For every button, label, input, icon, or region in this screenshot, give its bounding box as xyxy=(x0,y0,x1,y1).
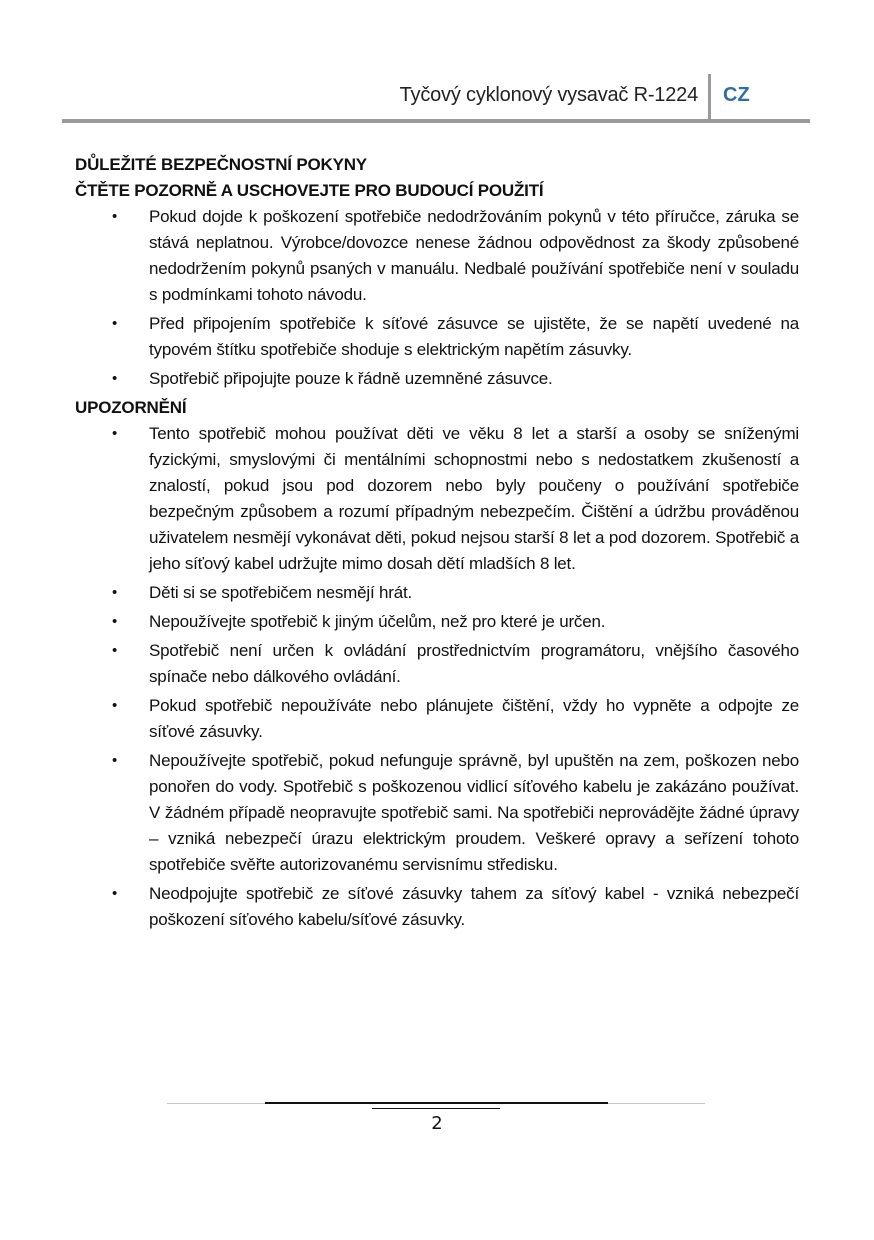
list-item xyxy=(75,638,799,690)
bullet-icon: • xyxy=(112,642,118,659)
footer-rule xyxy=(372,1108,500,1109)
page-content xyxy=(75,152,799,936)
bullet-icon: • xyxy=(112,315,118,332)
list-item xyxy=(75,693,799,745)
bullet-icon: • xyxy=(112,370,118,387)
bullet-icon: • xyxy=(112,208,118,225)
bullet-icon: • xyxy=(112,425,118,442)
list-item-text: Před připojením spotřebiče k síťové zásuvce se ujistěte, že se napětí uvedené na typovém štítku spotřebiče shoduje s elektrickým napětím zásuvky. xyxy=(149,314,799,359)
list-item xyxy=(75,204,799,308)
header-title: Tyčový cyklonový vysavač R-1224 xyxy=(399,84,698,106)
safety-subheading: ČTĚTE POZORNĚ A USCHOVEJTE PRO BUDOUCÍ POUŽITÍ xyxy=(75,181,544,200)
list-item-text: Spotřebič není určen k ovládání prostřednictvím programátoru, vnějšího časového spínače nebo dálkového ovládání. xyxy=(149,641,799,686)
list-item-text: Pokud dojde k poškození spotřebiče nedodržováním pokynů v této příručce, záruka se stává neplatnou. Výrobce/dovozce nenese žádnou odpovědnost za škody způsobené nedodržením pokynů psaných v manuálu. Nedbalé používání spotřebiče není v souladu s podmínkami tohoto návodu. xyxy=(149,207,799,304)
list-item-text: Nepoužívejte spotřebič, pokud nefunguje správně, byl upuštěn na zem, poškozen nebo ponořen do vody. Spotřebič s poškozenou vidlicí síťového kabelu je zakázáno používat. V žádném případě neopravujte spotřebič sami. Na spotřebiči neprovádějte žádné úpravy – vzniká nebezpečí úrazu elektrickým proudem. Veškeré opravy a seřízení tohoto spotřebiče svěřte autorizovanému servisnímu středisku. xyxy=(149,751,799,874)
warning-list xyxy=(75,421,799,933)
list-item-text: Neodpojujte spotřebič ze síťové zásuvky tahem za síťový kabel - vzniká nebezpečí poškození síťového kabelu/síťové zásuvky. xyxy=(149,884,799,929)
language-code: CZ xyxy=(723,84,750,106)
page-number: 2 xyxy=(431,1113,443,1134)
header-rule xyxy=(62,119,810,123)
page-header xyxy=(0,0,874,125)
warning-heading: UPOZORNĚNÍ xyxy=(75,398,187,417)
list-item xyxy=(75,580,799,606)
list-item-text: Nepoužívejte spotřebič k jiným účelům, než pro které je určen. xyxy=(149,612,606,631)
list-item xyxy=(75,881,799,933)
list-item xyxy=(75,748,799,878)
list-item xyxy=(75,366,799,392)
footer-rule xyxy=(265,1102,608,1104)
bullet-icon: • xyxy=(112,697,118,714)
list-item-text: Spotřebič připojujte pouze k řádně uzemněné zásuvce. xyxy=(149,369,553,388)
list-item-text: Tento spotřebič mohou používat děti ve věku 8 let a starší a osoby se sníženými fyzickými, smyslovými či mentálními schopnostmi nebo s nedostatkem zkušeností a znalostí, pokud jsou pod dozorem nebo byly poučeny o používání spotřebiče bezpečným způsobem a rozumí případným nebezpečím. Čištění a údržbu prováděnou uživatelem nesmějí vykonávat děti, pokud nejsou starší 8 let a pod dozorem. Spotřebič a jeho síťový kabel udržujte mimo dosah dětí mladších 8 let. xyxy=(149,424,799,573)
list-item-text: Pokud spotřebič nepoužíváte nebo plánujete čištění, vždy ho vypněte a odpojte ze síťové zásuvky. xyxy=(149,696,799,741)
list-item-text: Děti si se spotřebičem nesmějí hrát. xyxy=(149,583,413,602)
bullet-icon: • xyxy=(112,752,118,769)
bullet-icon: • xyxy=(112,584,118,601)
header-divider xyxy=(708,74,711,122)
list-item xyxy=(75,609,799,635)
bullet-icon: • xyxy=(112,613,118,630)
safety-list xyxy=(75,204,799,392)
list-item xyxy=(75,311,799,363)
bullet-icon: • xyxy=(112,885,118,902)
list-item xyxy=(75,421,799,577)
safety-heading: DŮLEŽITÉ BEZPEČNOSTNÍ POKYNY xyxy=(75,155,367,174)
